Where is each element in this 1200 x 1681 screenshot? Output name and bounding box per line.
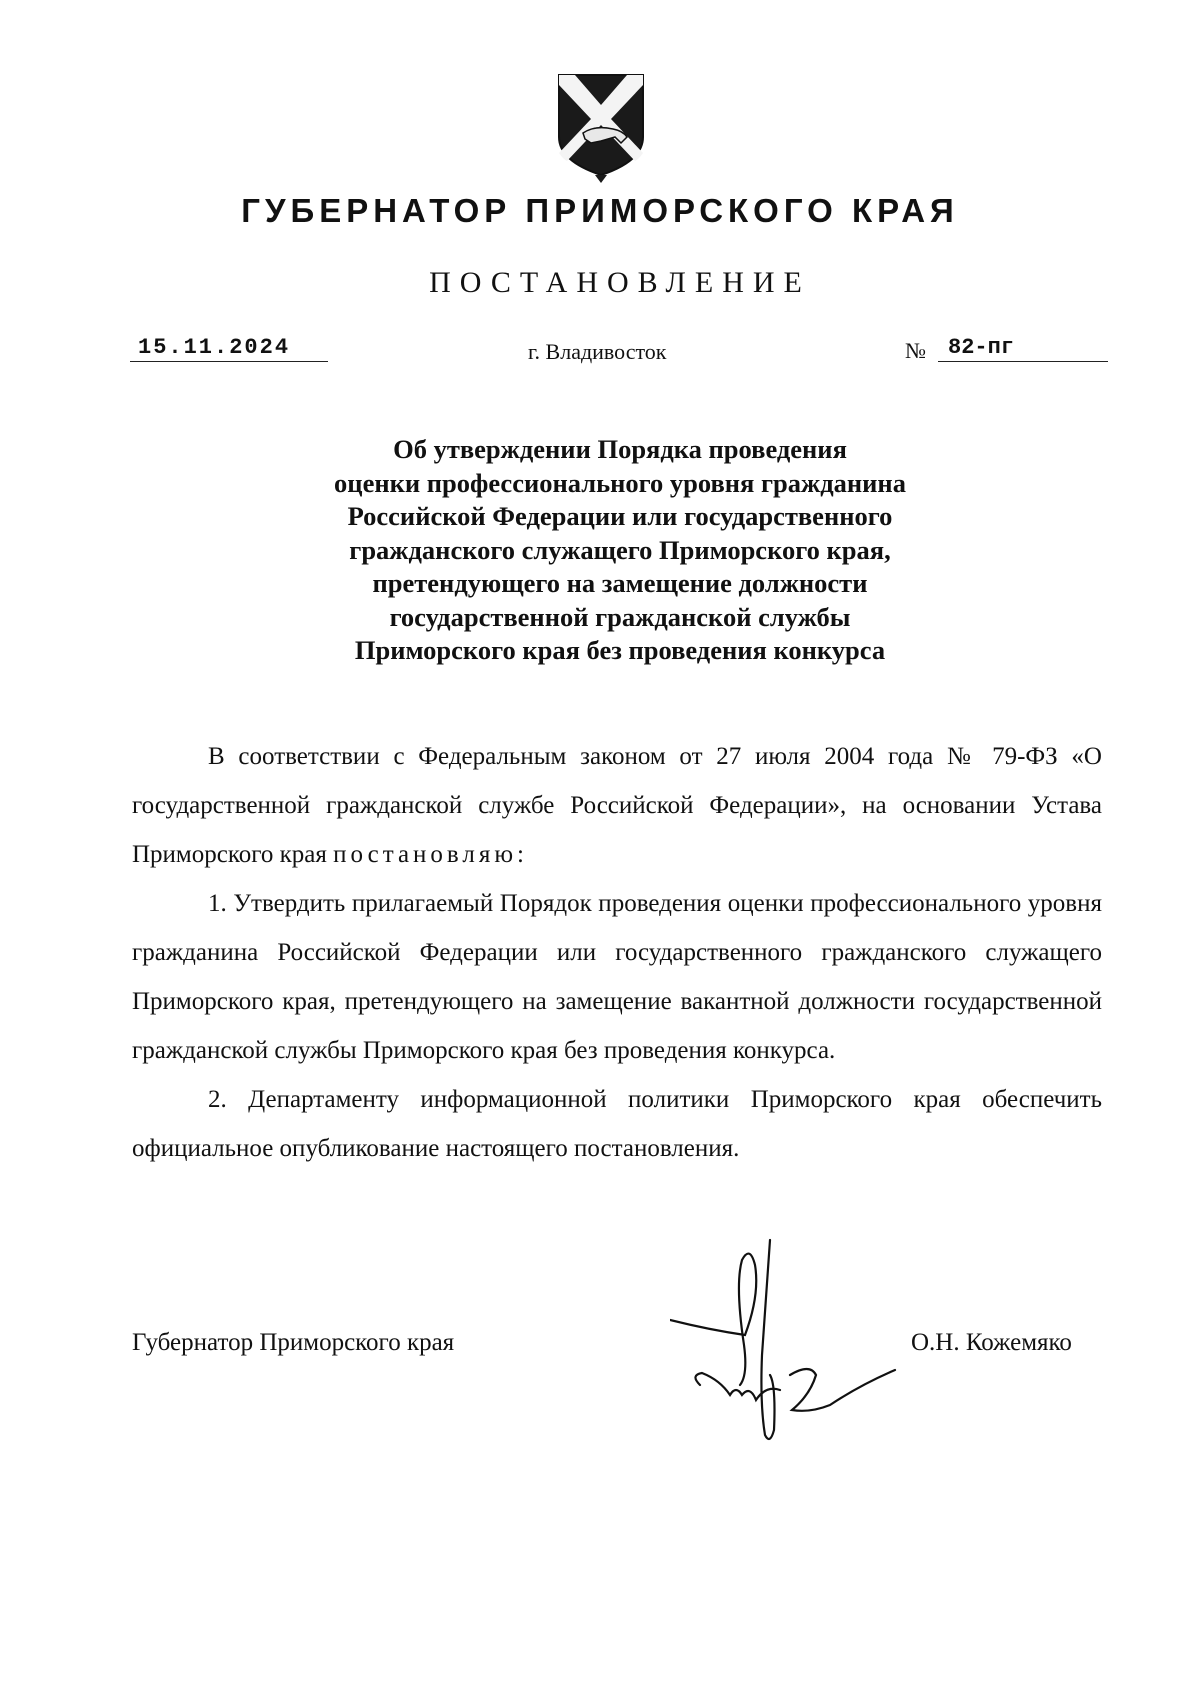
resolve-word: постановляю [333, 841, 518, 868]
document-type: ПОСТАНОВЛЕНИЕ [429, 266, 811, 299]
number-sign: № [905, 338, 926, 363]
resolve-colon: : [517, 841, 524, 868]
preamble-text: В соответствии с Федеральным законом от 27 июля 2004 года № 79-ФЗ «О государственной гражданской службе Российской Федерации», на основании Устава Приморского края [132, 743, 1102, 868]
document-city: г. Владивосток [528, 339, 667, 364]
document-heading [250, 433, 990, 668]
signer-name: О.Н. Кожемяко [911, 1329, 1072, 1356]
heading-line: претендующего на замещение должности [372, 568, 868, 598]
authority-title: ГУБЕРНАТОР ПРИМОРСКОГО КРАЯ [241, 192, 959, 229]
coat-of-arms-emblem [555, 71, 647, 183]
heading-line: Об утверждении Порядка проведения [393, 434, 847, 464]
heading-line: оценки профессионального уровня гражданина [334, 467, 906, 498]
preamble-paragraph [132, 732, 1102, 879]
item-1-paragraph: 1. Утвердить прилагаемый Порядок проведения оценки профессионального уровня гражданина Российской Федерации или государственного гражданского служащего Приморского края, претендующего на замещение вакантной должности государственной гражданской службы Приморского края без проведения конкурса. [132, 890, 1102, 1064]
handwritten-signature [670, 1235, 910, 1450]
heading-line: гражданского служащего Приморского края, [349, 534, 891, 565]
heading-line: государственной гражданской службы [389, 601, 851, 632]
heading-line: Российской Федерации или государственного [347, 501, 893, 531]
heading-line: Приморского края без проведения конкурса [354, 635, 886, 665]
document-number: 82-пг [938, 335, 1108, 362]
document-date: 15.11.2024 [130, 335, 328, 362]
signer-title: Губернатор Приморского края [132, 1329, 455, 1356]
document-body [132, 732, 1102, 1173]
item-2-paragraph: 2. Департаменту информационной политики Приморского края обеспечить официальное опубликование настоящего постановления. [132, 1086, 1102, 1162]
